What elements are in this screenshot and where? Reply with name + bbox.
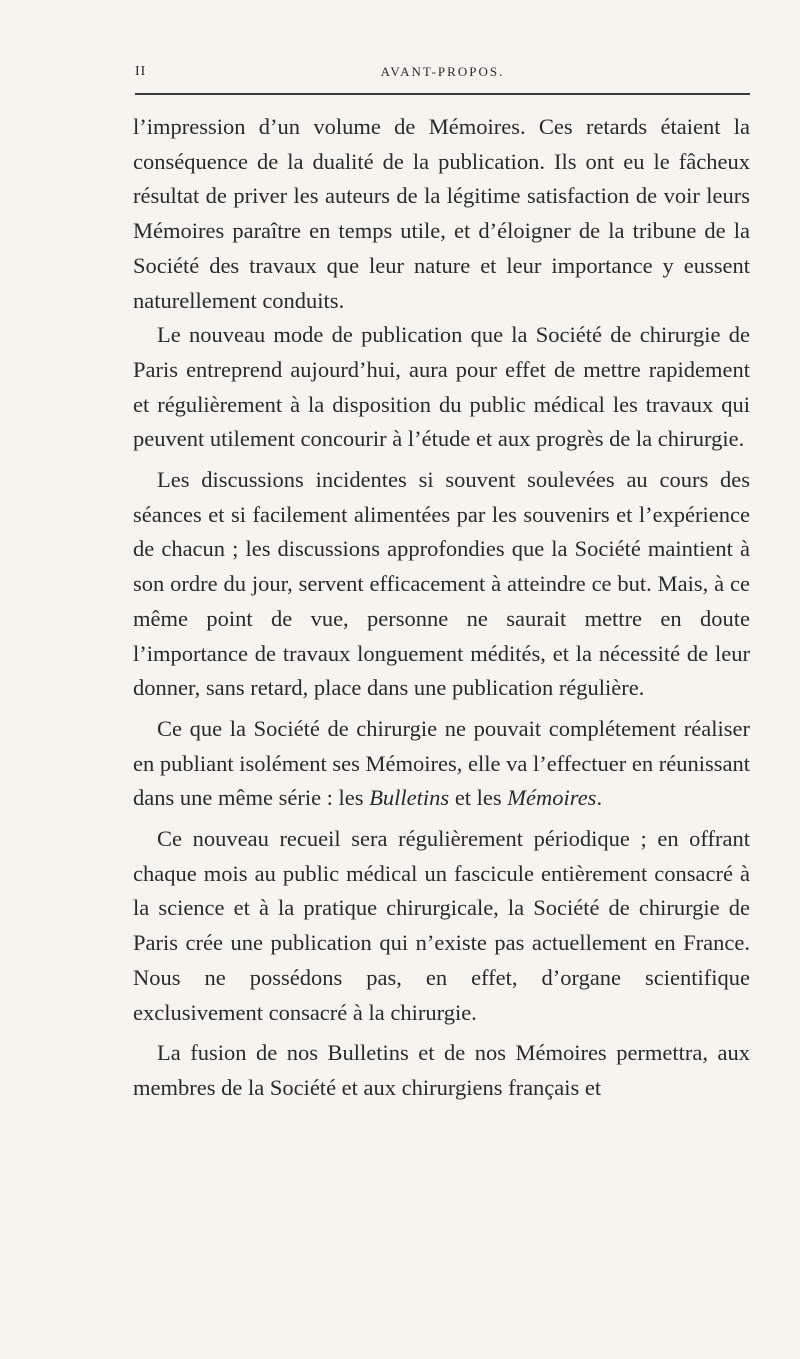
italic-memoires: Mémoires <box>507 785 597 811</box>
italic-bulletins: Bulletins <box>369 785 450 811</box>
paragraph-4 <box>133 712 750 816</box>
running-head <box>135 64 750 86</box>
body-text <box>133 110 750 1106</box>
paragraph-5: Ce nouveau recueil sera régulièrement périodique ; en offrant chaque mois au public médical un fascicule entièrement consacré à la science et à la pratique chirurgicale, la Société de chirurgie de Paris crée une publication qui n’existe pas actuellement en France. Nous ne possédons pas, en effet, d’organe scientifique exclusivement consacré à la chirurgie. <box>133 826 750 1025</box>
paragraph-4-text-after: . <box>596 785 603 811</box>
running-title: AVANT-PROPOS. <box>380 64 505 79</box>
paragraph-6: La fusion de nos Bulletins et de nos Mémoires permettra, aux membres de la Société et aux chirurgiens français et <box>133 1040 750 1100</box>
page-number: II <box>135 64 147 79</box>
paragraph-4-text-middle: et les <box>449 785 508 811</box>
paragraph-3: Les discussions incidentes si souvent soulevées au cours des séances et si facilement alimentées par les souvenirs et l’expérience de chacun ; les discussions approfondies que la Société maintient à son ordre du jour, servent efficacement à atteindre ce but. Mais, à ce même point de vue, personne ne saurait mettre en doute l’importance de travaux longuement médités, et la nécessité de leur donner, sans retard, place dans une publication régulière. <box>133 467 750 701</box>
paragraph-1: l’impression d’un volume de Mémoires. Ces retards étaient la conséquence de la dualité de la publication. Ils ont eu le fâcheux résultat de priver les auteurs de la légitime satisfaction de voir leurs Mémoires paraître en temps utile, et d’éloigner de la tribune de la Société des travaux que leur nature et leur importance y eussent naturellement conduits. <box>133 114 750 313</box>
paragraph-2: Le nouveau mode de publication que la Société de chirurgie de Paris entreprend aujourd’hui, aura pour effet de mettre rapidement et régulièrement à la disposition du public médical les travaux qui peuvent utilement concourir à l’étude et aux progrès de la chirurgie. <box>133 322 750 452</box>
header-rule <box>135 93 750 95</box>
paragraph-4-text-before: Ce que la Société de chirurgie ne pouvait complétement réaliser en publiant isolément ses Mémoires, elle va l’effectuer en réunissant dans une même série : les <box>133 715 750 811</box>
